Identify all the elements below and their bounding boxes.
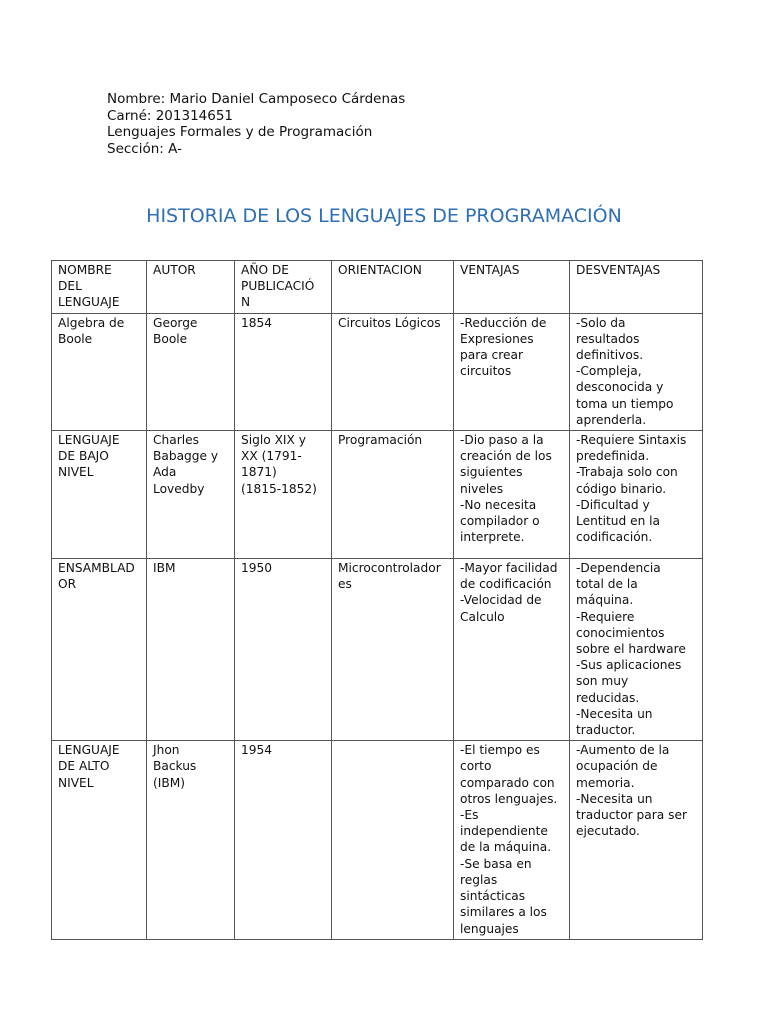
table-cell: -Aumento de la ocupación de memoria. -Necesita un traductor para ser ejecutado.	[570, 741, 703, 939]
table-cell: -Solo da resultados definitivos. -Compleja, desconocida y toma un tiempo aprenderla.	[570, 313, 703, 430]
header-cell: AUTOR	[147, 261, 235, 314]
table-cell: -Dio paso a la creación de los siguientes niveles -No necesita compilador o interprete.	[454, 431, 570, 559]
table-cell: -Reducción de Expresiones para crear circuitos	[454, 313, 570, 430]
document-title: HISTORIA DE LOS LENGUAJES DE PROGRAMACIÓN	[146, 205, 622, 227]
table-row	[52, 431, 703, 559]
table-cell: 1854	[235, 313, 332, 430]
table-row	[52, 741, 703, 939]
table-cell: Circuitos Lógicos	[332, 313, 454, 430]
table-cell: Algebra de Boole	[52, 313, 147, 430]
table-cell: Microcontrolador es	[332, 559, 454, 741]
table-row	[52, 559, 703, 741]
student-name: Nombre: Mario Daniel Camposeco Cárdenas	[107, 91, 406, 107]
table-cell: ENSAMBLAD OR	[52, 559, 147, 741]
header-cell: AÑO DE PUBLICACIÓ N	[235, 261, 332, 314]
header-cell: NOMBRE DEL LENGUAJE	[52, 261, 147, 314]
header-cell: DESVENTAJAS	[570, 261, 703, 314]
table-cell: -Mayor facilidad de codificación -Velocidad de Calculo	[454, 559, 570, 741]
table-cell	[332, 741, 454, 939]
student-header	[107, 91, 405, 157]
table-cell: LENGUAJE DE ALTO NIVEL	[52, 741, 147, 939]
table-cell: LENGUAJE DE BAJO NIVEL	[52, 431, 147, 559]
header-cell: VENTAJAS	[454, 261, 570, 314]
table-cell: 1954	[235, 741, 332, 939]
languages-table	[51, 260, 703, 940]
section: Sección: A-	[107, 140, 182, 157]
table-cell: -Requiere Sintaxis predefinida. -Trabaja solo con código binario. -Dificultad y Lentitud en la codificación.	[570, 431, 703, 559]
table-cell: Jhon Backus (IBM)	[147, 741, 235, 939]
table-cell: IBM	[147, 559, 235, 741]
table-cell: George Boole	[147, 313, 235, 430]
table-cell: -Dependencia total de la máquina. -Requiere conocimientos sobre el hardware -Sus aplicaciones son muy reducidas. -Necesita un traductor.	[570, 559, 703, 741]
table-row	[52, 313, 703, 430]
table-cell: Siglo XIX y XX (1791- 1871) (1815-1852)	[235, 431, 332, 559]
course-name: Lenguajes Formales y de Programación	[107, 124, 373, 140]
table-cell: -El tiempo es corto comparado con otros lenguajes. -Es independiente de la máquina. -Se basa en reglas sintácticas similares a los lenguajes	[454, 741, 570, 939]
header-cell: ORIENTACION	[332, 261, 454, 314]
table-cell: Charles Babagge y Ada Lovedby	[147, 431, 235, 559]
table-cell: 1950	[235, 559, 332, 741]
table-header-row	[52, 261, 703, 314]
table-cell: Programación	[332, 431, 454, 559]
student-id: Carné: 201314651	[107, 107, 234, 124]
